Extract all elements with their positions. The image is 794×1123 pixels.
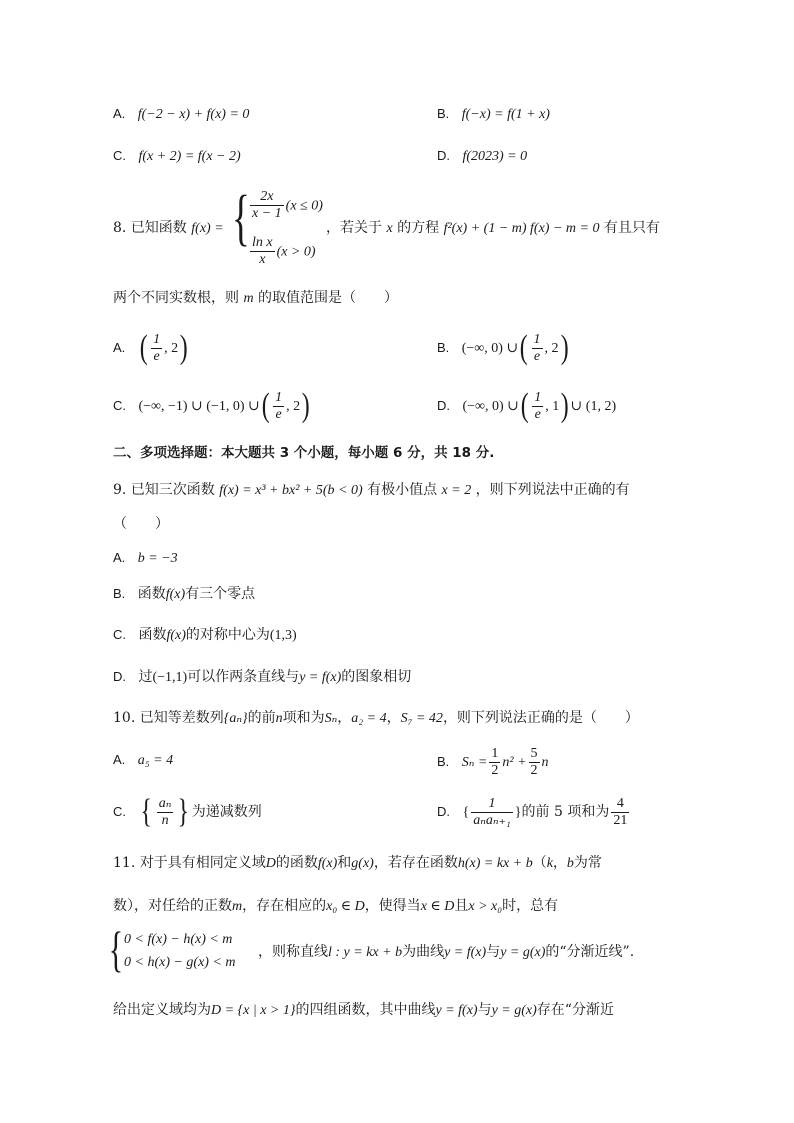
q8-option-c[interactable] [113,389,311,423]
q10-option-a[interactable] [113,750,173,771]
q8-case-2 [248,235,316,268]
option-text: 的前 5 项和为 [521,804,610,820]
brace-right: } [514,805,522,820]
frac-den: aₙaₙ₊₁ [473,812,511,828]
q11-var: D [265,856,276,871]
option-label: C. [113,804,126,819]
q10-var-n: n [275,711,283,726]
q7-option-a[interactable] [113,104,249,125]
frac-den: 2 [491,762,499,778]
q10-option-c[interactable] [113,795,262,829]
q11-expr: y = f(x) [435,1003,478,1018]
option-text: 有三个零点 [185,586,256,602]
q11-text: 存在“分渐近 [536,1002,614,1018]
frac-den: e [534,406,541,422]
q8-var-m: m [243,291,254,306]
option-post: , 2 [286,399,301,414]
option-label: B. [437,106,450,121]
option-fraction [273,390,284,423]
option-text: 的对称中心为 [185,627,270,643]
q8-line2-tail: 的取值范围是（ ） [258,290,399,306]
q9-option-b[interactable] [113,584,255,605]
question-number: 10. [113,710,136,726]
frac-num: 1 [491,745,499,761]
option-label: A. [113,550,126,565]
paren-right: ) [560,329,569,366]
option-label: A. [113,340,126,355]
q11-expr: l : y = kx + b [328,945,403,960]
option-label: D. [113,669,126,684]
option-label: C. [113,148,126,163]
frac-num: aₙ [158,795,172,811]
case1-fraction [250,189,284,222]
q8-var-x: x [386,221,393,236]
frac-den: e [153,348,160,364]
q8-stem-end [326,218,660,239]
q8-option-d[interactable] [437,389,616,423]
option-expr: b = −3 [137,551,178,566]
q11-text: ，存在相应的 [242,898,327,914]
q11-expr: g(x) [351,856,374,871]
q7-option-d[interactable] [437,146,527,167]
q11-text: 为常 [573,855,602,871]
case2-fraction [250,235,275,268]
case2-num: ln x [252,235,273,250]
case2-den: x [259,252,266,267]
piecewise-brace: { [231,184,250,252]
q11-text: ，使得当 [364,898,421,914]
paren-right: ) [560,387,569,424]
q11-system-row-1: 0 < f(x) − h(x) < m [124,932,233,947]
q9-stem [113,480,630,501]
option-fraction [157,796,174,829]
q11-text: 给出定义域均为 [113,1002,211,1018]
option-fraction [532,332,543,365]
q11-expr: x₀ ∈ D [326,899,365,914]
question-number: 8. [113,220,127,236]
q8-tail: 有且只有 [603,220,660,236]
q11-line-2 [113,896,558,917]
frac-num: 1 [275,389,283,405]
paren-right: ) [301,387,310,424]
result-fraction [611,796,629,829]
q8-fx: f(x) = [191,221,224,236]
paren-left: ( [519,329,528,366]
q8-mid: ，若关于 [326,220,382,236]
q10-mid: 的前 [247,710,276,726]
q10-comma: ， [386,710,401,726]
paren-left: ( [520,387,529,424]
question-number: 9. [113,482,127,498]
option-expr: f(x) [166,628,186,643]
q8-stem-line2 [113,288,398,309]
option-fraction [532,390,543,423]
q9-expr: f(x) = x³ + bx² + 5(b < 0) [219,483,363,498]
option-fraction [529,746,540,779]
section-heading: 二、多项选择题：本大题共 3 个小题，每小题 6 分，共 18 分. [113,445,495,461]
option-pre: (−∞, −1) ∪ (−1, 0) ∪ [138,399,260,414]
option-expr: (1,3) [269,628,297,643]
option-expr: f(2023) = 0 [462,149,528,164]
q11-text: 的“分渐近线”. [545,944,635,960]
option-label: B. [437,340,450,355]
option-label: D. [437,398,450,413]
q9-option-c[interactable] [113,625,297,646]
q11-text: 与 [477,1002,492,1018]
option-post: , 2 [164,341,179,356]
frac-den: e [275,406,282,422]
brace-left: { [140,793,153,830]
q8-option-a[interactable] [113,331,189,365]
q11-line-4 [113,1000,614,1021]
option-label: D. [437,148,450,163]
q8-lead: 已知函数 [130,220,187,236]
case1-den: x − 1 [252,206,282,221]
frac-num: 5 [530,745,538,761]
option-pre: Sₙ = [461,755,488,770]
q10-option-d[interactable] [437,795,631,829]
q9-answer-paren: （ ） [113,516,169,532]
q9-lead: 已知三次函数 [130,482,215,498]
q11-var: m [232,899,243,914]
q10-cond1: a₂ = 4 [351,711,387,726]
option-text: 的图象相切 [341,669,412,685]
q8-line2: 两个不同实数根，则 [113,290,239,306]
option-label: C. [113,627,126,642]
q10-cond2: S₇ = 42 [400,711,443,726]
option-expr: f(x + 2) = f(x − 2) [138,149,241,164]
q7-option-b[interactable] [437,104,550,125]
option-text: 函数 [138,627,167,643]
option-expr: f(−x) = f(1 + x) [461,107,550,122]
q8-option-b[interactable] [437,331,570,365]
q11-text: 时，总有 [502,898,559,914]
option-after: ∪ (1, 2) [570,399,617,414]
brace-right: } [177,793,190,830]
option-post: n [541,755,549,770]
frac-den: 2 [530,762,538,778]
q8-case-1 [248,189,323,222]
frac-num: 4 [611,796,629,813]
q9-tail: ，则下列说法中正确的有 [475,482,630,498]
option-label: D. [437,804,450,819]
option-post: , 2 [544,341,559,356]
q11-text: ，若存在函数 [373,855,458,871]
question-number: 11. [113,855,136,871]
case1-num: 2x [250,189,284,206]
q11-var: k [546,856,553,871]
frac-num: 1 [533,331,541,347]
q8-stem-start [113,218,224,239]
q11-expr: y = f(x) [444,945,487,960]
option-expr: f(−2 − x) + f(x) = 0 [137,107,250,122]
option-text: 过 [138,669,153,685]
option-text: 为递减数列 [191,804,262,820]
q10-comma: ， [337,710,352,726]
brace-left: { [462,805,470,820]
frac-den: n [161,812,169,828]
q11-text: 为曲线 [402,944,445,960]
q11-text: （ [532,855,547,871]
option-text: 可以作两条直线与 [187,669,300,685]
frac-num: 1 [153,331,161,347]
case1-cond: (x ≤ 0) [285,198,323,214]
option-fraction [471,796,513,829]
option-expr: a₅ = 4 [137,753,174,768]
q10-stem [113,708,639,729]
q11-expr: f(x) [317,856,338,871]
paren-left: ( [261,387,270,424]
q11-line-3 [258,942,634,963]
q11-expr: y = g(x) [491,1003,537,1018]
system-brace: { [108,921,124,977]
option-expr: f(x) [165,587,186,602]
q11-text: ， [552,855,567,871]
q11-text: 的函数 [275,855,318,871]
q11-text: 且 [454,898,469,914]
q11-text: ，则称直线 [258,944,328,960]
q8-mid2: 的方程 [397,220,440,236]
q11-text: 的四组函数，其中曲线 [295,1002,436,1018]
option-expr: (−1,1) [152,670,188,685]
frac-den: 21 [613,812,628,828]
paren-left: ( [139,329,148,366]
q10-sn: Sₙ [324,711,338,726]
q11-text: 和 [337,855,352,871]
option-label: C. [113,398,126,413]
option-label: B. [113,586,126,601]
frac-den: e [533,348,541,364]
q11-expr: x ∈ D [420,899,455,914]
q11-expr: D = {x | x > 1} [211,1003,296,1018]
q11-line-1 [113,853,602,874]
option-label: A. [113,752,126,767]
option-text: 函数 [137,586,166,602]
q11-text: 数），对任给的正数 [113,898,232,914]
q11-text: 与 [486,944,501,960]
option-label: A. [113,106,126,121]
option-pre: (−∞, 0) ∪ [461,341,519,356]
option-post: , 1 [545,399,560,414]
q7-option-c[interactable] [113,146,241,167]
q10-lead: 已知等差数列 [139,710,224,726]
option-mid: n² + [502,755,527,770]
q11-expr: y = g(x) [500,945,546,960]
q11-expr: x > x₀ [468,899,503,914]
q11-expr: h(x) = kx + b [457,856,533,871]
q10-mid2: 项和为 [282,710,325,726]
q10-tail: ，则下列说法正确的是（ ） [442,710,639,726]
option-label: B. [437,754,450,769]
q10-option-b[interactable] [437,745,549,779]
frac-num: 1 [471,796,513,813]
q9-option-a[interactable] [113,548,178,569]
option-expr: y = f(x) [299,670,342,685]
q8-equation: f²(x) + (1 − m) f(x) − m = 0 [443,221,600,236]
case2-cond: (x > 0) [276,244,316,260]
frac-num: 1 [534,389,542,405]
option-pre: (−∞, 0) ∪ [462,399,519,414]
q10-seq: {aₙ} [223,711,248,726]
option-fraction [151,332,162,365]
q9-mid: 有极小值点 [367,482,438,498]
q9-option-d[interactable] [113,667,411,688]
q9-point: x = 2 [441,483,472,498]
paren-right: ) [179,329,188,366]
q11-var: b [566,856,574,871]
q11-system-row-2: 0 < h(x) − g(x) < m [124,955,236,970]
option-fraction [489,746,500,779]
q11-text: 对于具有相同定义域 [139,855,266,871]
